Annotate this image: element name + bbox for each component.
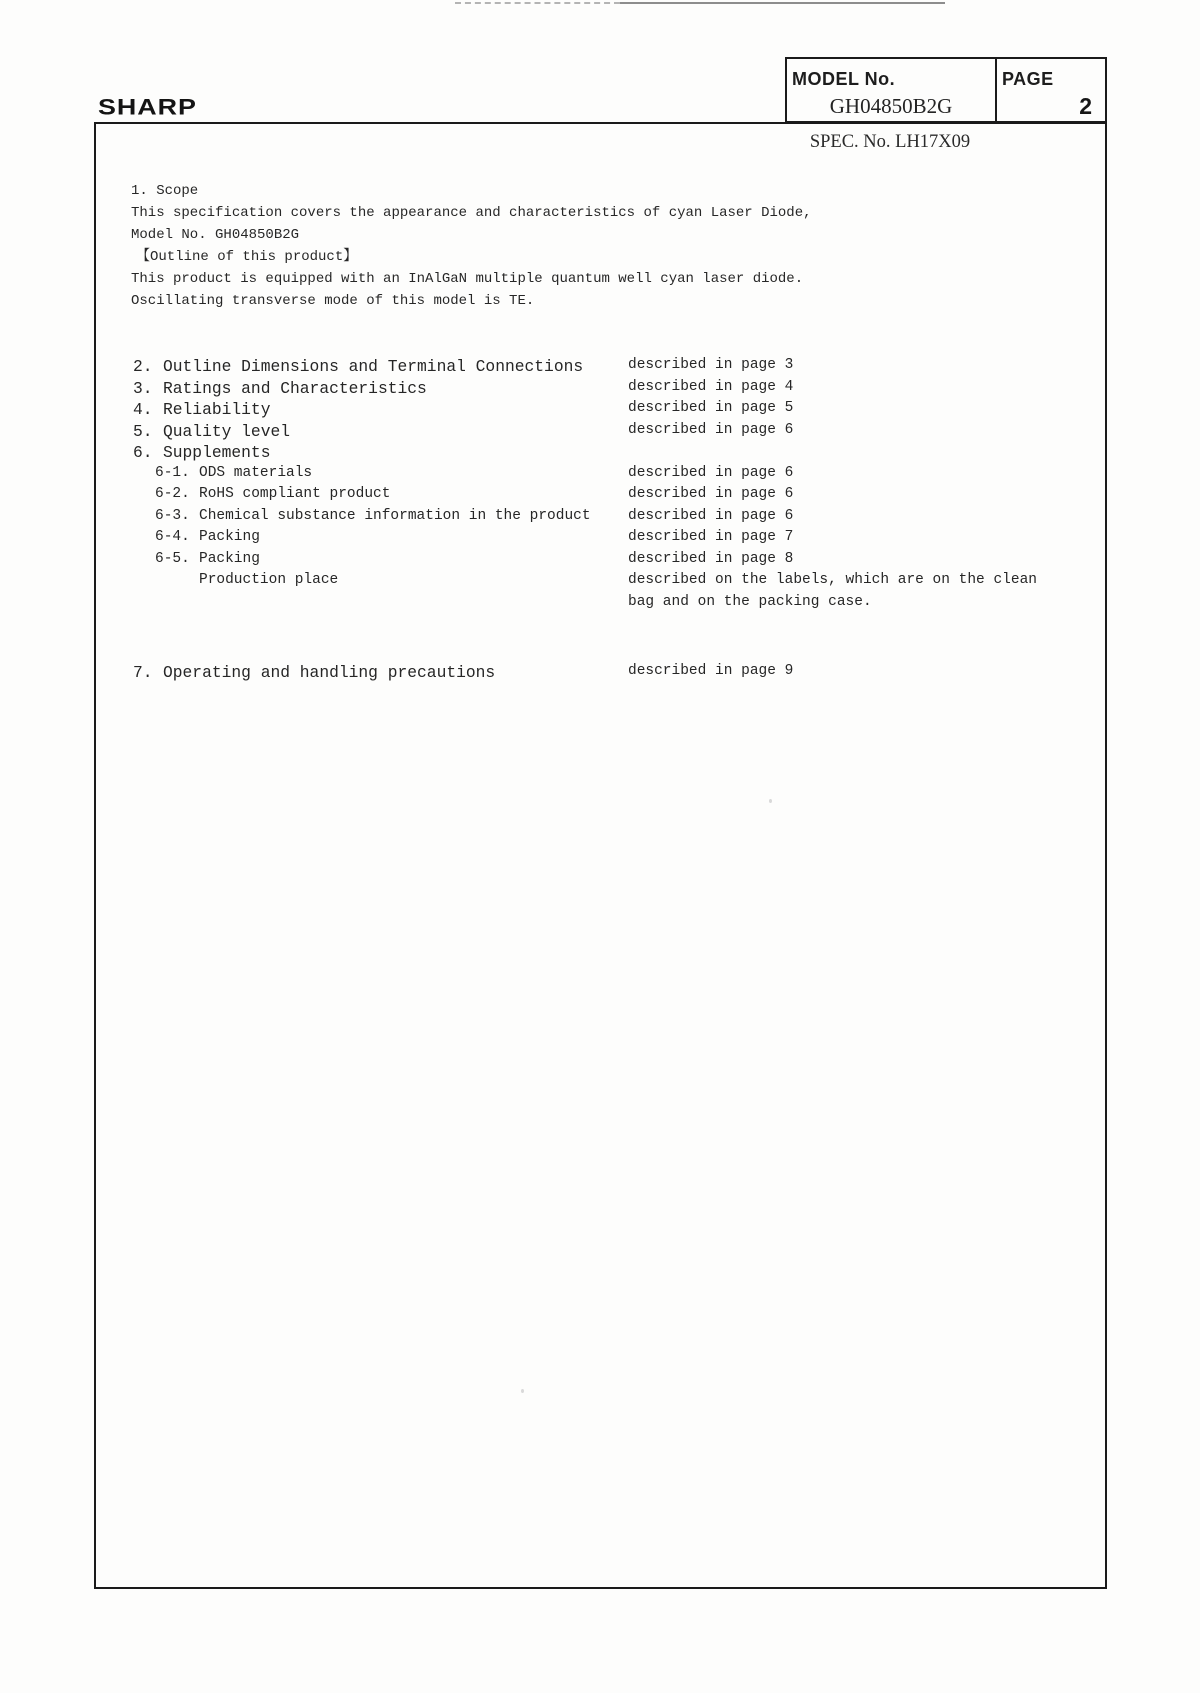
toc-item-number: 3. [133,378,153,398]
content-frame [94,122,1107,1589]
toc-item-description: described in page 4 [628,378,794,395]
sharp-logo: SHARP [98,95,197,120]
toc-item-number: 6. [133,443,153,462]
toc-row [0,357,1200,379]
toc-item-description: described in page 6 [628,507,794,524]
toc-row [0,508,1200,530]
toc-item-number: 6-5. [155,550,190,567]
toc-item-number: 2. [133,357,153,376]
model-no-value: GH04850B2G [829,94,953,118]
toc-item-number: 6-1. [155,464,190,481]
spec-number: SPEC. No. LH17X09 [809,132,971,152]
scope-line: This product is equipped with an InAlGaN multiple quantum well cyan laser diode. [131,271,804,287]
toc-item-description: described in page 6 [628,486,794,502]
toc-row [0,400,1200,422]
toc-item-title: Quality level [163,421,291,441]
toc-item-number: 7. [133,663,153,682]
scan-artifact-line [620,2,945,4]
toc-row [0,422,1200,444]
toc-item-title: ODS materials [199,464,313,481]
toc-row [0,551,1200,573]
toc-item-title: Reliability [163,400,271,419]
scope-line: 1. Scope [131,183,199,199]
toc-item-description: described in page 3 [628,357,794,373]
toc-item-description: bag and on the packing case. [628,593,872,610]
page-number: 2 [1079,93,1092,119]
toc-item-description: described in page 6 [628,464,794,481]
toc-row [0,486,1200,508]
scan-artifact-line [455,2,620,4]
scope-line: This specification covers the appearance and characteristics of cyan Laser Diode, [131,205,812,221]
toc-item-description: described in page 8 [628,550,794,567]
toc-row [0,594,1200,616]
toc-item-description: described in page 5 [628,400,794,416]
toc-item-title: Ratings and Characteristics [163,378,427,398]
toc-rows [0,357,1200,685]
page-cell [997,59,1105,121]
toc-item-number: 5. [133,421,153,441]
scope-line: 【Outline of this product】 [136,249,358,265]
toc-item-title: Production place [199,572,339,588]
toc-item-title: Supplements [163,443,271,462]
toc-row [0,379,1200,401]
toc-item-description: described in page 9 [628,663,794,679]
toc-item-description: described in page 6 [628,421,794,438]
model-no-label: MODEL No. [792,68,896,89]
toc-item-number: 6-4. [155,529,190,545]
toc-row [0,465,1200,487]
toc-item-title: RoHS compliant product [199,486,391,502]
toc-row [0,443,1200,465]
toc-item-title: Operating and handling precautions [163,663,496,682]
toc-item-title: Packing [199,529,260,545]
toc-item-description: described in page 7 [628,529,794,545]
toc-item-title: Outline Dimensions and Terminal Connections [163,357,584,376]
toc-item-number: 6-3. [155,507,190,524]
scope-line: Oscillating transverse mode of this model is TE. [131,293,535,309]
toc-item-title: Packing [199,550,260,567]
toc-row [0,572,1200,594]
toc-item-number: 6-2. [155,486,190,502]
toc-item-description: described on the labels, which are on the clean [628,572,1037,588]
toc-row [0,663,1200,685]
toc-item-number: 4. [133,400,153,419]
scope-block [131,180,812,312]
header-table [785,57,1107,123]
toc-row [0,529,1200,551]
toc-item-title: Chemical substance information in the product [199,507,591,524]
model-no-cell [787,59,997,121]
page-label: PAGE [1002,68,1054,89]
scope-line: Model No. GH04850B2G [131,227,300,243]
